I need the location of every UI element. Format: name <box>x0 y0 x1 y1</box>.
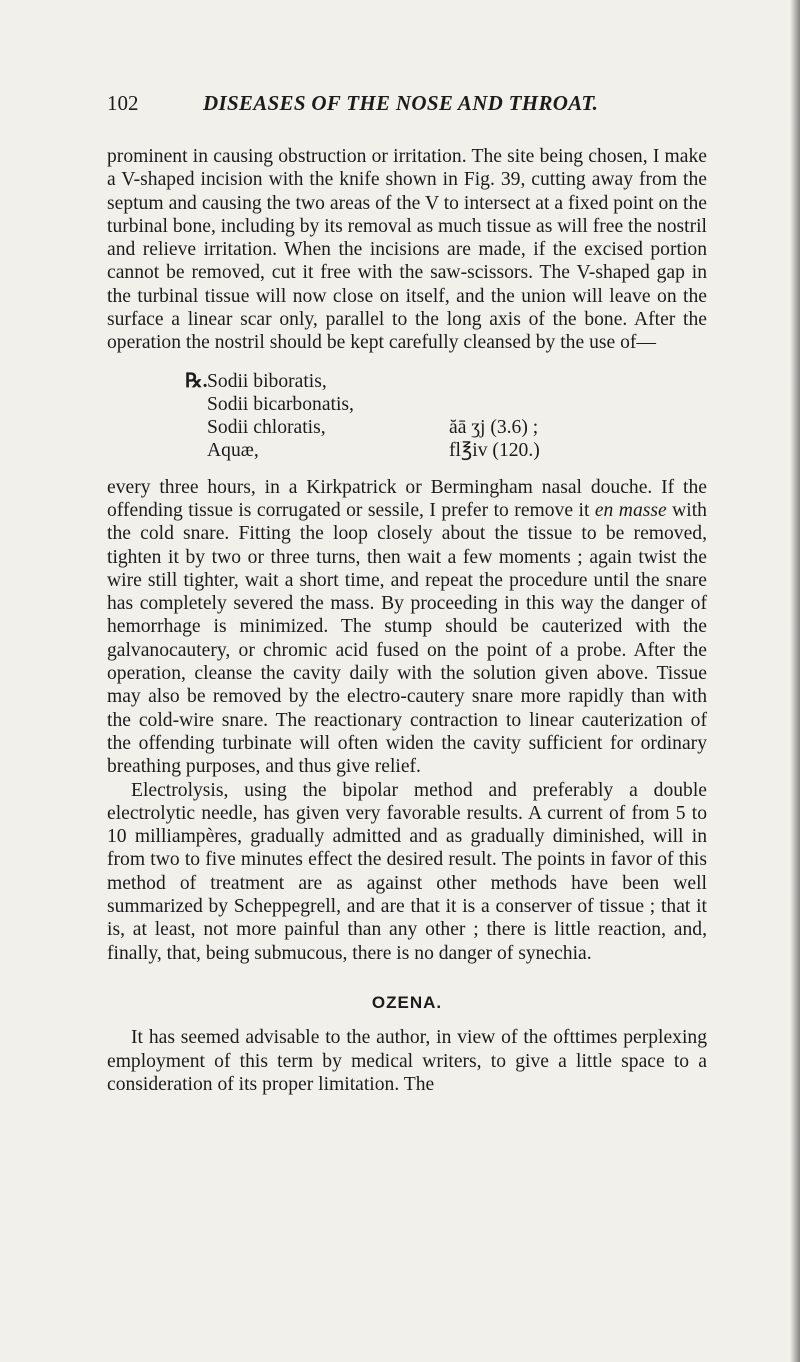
paragraph-3: Electrolysis, using the bipolar method and preferably a double electrolytic needle, has given very favorable results. A current of from 5 to 10 milliampères, gradually admitted and as gradually diminished, will in from two to five minutes effect the desired result. The points in favor of this method of treatment are as against other methods have been well summarized by Scheppegrell, and are that it is a conserver of tissue ; that it is, at least, not more painful than any other ; there is little reaction, and, finally, that, being submucous, there is no danger of synechia. <box>107 779 707 964</box>
running-title: DISEASES OF THE NOSE AND THROAT. <box>203 91 599 115</box>
page-header <box>107 91 707 121</box>
paragraph-2 <box>107 476 707 779</box>
prescription-line <box>107 416 707 440</box>
prescription-block <box>107 368 707 463</box>
page-body <box>107 145 707 1096</box>
paragraph-2-text: every three hours, in a Kirkpatrick or Bermingham nasal douche. If the offending tissue is corrugated or sessile, I prefer to remove it <box>107 476 707 521</box>
prescription-line <box>107 439 707 463</box>
prescription-dose: ăā ʒj (3.6) ; <box>449 416 539 438</box>
recipe-symbol: ℞. <box>185 370 208 392</box>
prescription-line <box>107 393 707 417</box>
prescription-ingredient: Sodii bicarbonatis, <box>207 393 354 415</box>
prescription-ingredient: Sodii biboratis, <box>207 370 327 392</box>
paragraph-4: It has seemed advisable to the author, in view of the ofttimes perplexing employment of this term by medical writers, to give a little space to a consideration of its proper limitation. The <box>107 1027 707 1095</box>
section-heading: OZENA. <box>371 992 443 1012</box>
page-number: 102 <box>107 91 139 115</box>
emphasis-en-masse: en masse <box>594 499 667 521</box>
prescription-ingredient: Aquæ, <box>207 439 259 461</box>
page-edge-shadow <box>790 0 800 1362</box>
prescription-line <box>107 370 707 394</box>
prescription-dose: fl℥iv (120.) <box>449 439 540 461</box>
paragraph-1: prominent in causing obstruction or irritation. The site being chosen, I make a V-shaped incision with the knife shown in Fig. 39, cutting away from the septum and causing the two areas of the V to intersect at a fixed point on the turbinal bone, including by its removal as much tissue as will free the nostril and relieve irritation. When the incisions are made, if the excised portion cannot be removed, cut it free with the saw-scissors. The V-shaped gap in the turbinal tissue will now close on itself, and the union will leave on the surface a linear scar only, parallel to the long axis of the bone. After the operation the nostril should be kept carefully cleansed by the use of— <box>107 146 707 354</box>
prescription-ingredient: Sodii chloratis, <box>207 416 326 438</box>
paragraph-2-text-continued: with the cold snare. Fitting the loop closely about the tissue to be removed, tighten it by two or three turns, then wait a few moments ; again twist the wire still tighter, wait a short time, and repeat the procedure until the snare has completely severed the mass. By proceeding in this way the danger of hemorrhage is minimized. The stump should be cauterized with the galvanocautery, or chromic acid fused on the point of a probe. After the operation, cleanse the cavity daily with the solution given above. Tissue may also be removed by the electro-cautery snare more rapidly than with the cold-wire snare. The reactionary contraction to linear cauterization of the offending turbinate will often widen the cavity sufficient for ordinary breathing purposes, and thus give relief. <box>107 499 707 778</box>
